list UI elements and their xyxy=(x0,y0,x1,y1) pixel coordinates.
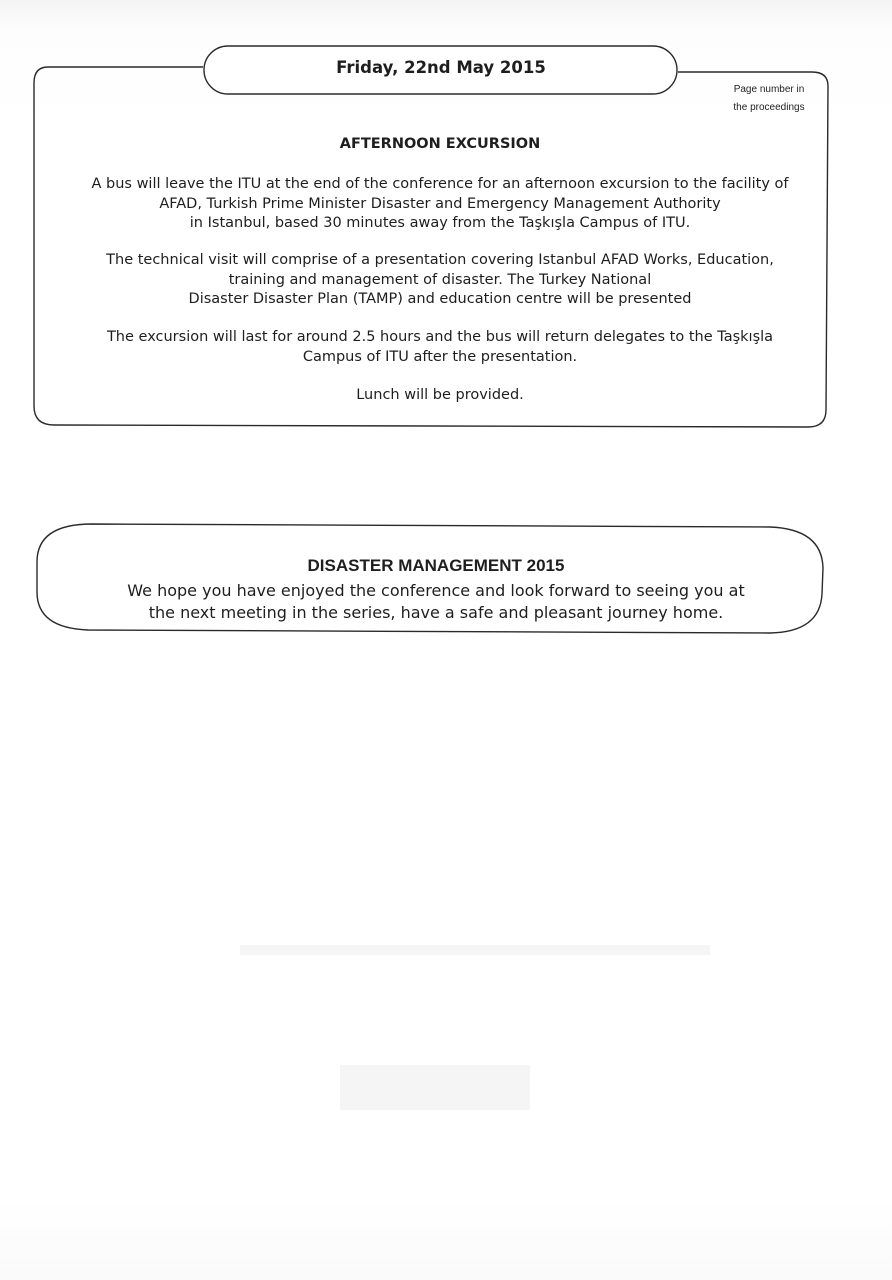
excursion-paragraph-bus xyxy=(40,175,840,234)
excursion-paragraph-visit xyxy=(40,251,840,310)
page-note-line: Page number in xyxy=(733,84,805,95)
text-line: The excursion will last for around 2.5 hours and the bus will return delegates to the Taşkışla xyxy=(106,329,774,345)
text-line: AFAD, Turkish Prime Minister Disaster and Emergency Management Authority xyxy=(159,195,721,212)
excursion-box-border xyxy=(34,67,828,427)
excursion-paragraph-duration xyxy=(40,328,840,367)
excursion-paragraph-lunch: Lunch will be provided. xyxy=(356,387,524,403)
page-note-line: the proceedings xyxy=(733,102,805,113)
text-line: Campus of ITU after the presentation. xyxy=(302,348,578,365)
date-header: Friday, 22nd May 2015 xyxy=(336,58,546,77)
text-line: We hope you have enjoyed the conference and look forward to seeing you at xyxy=(127,581,745,600)
closing-message xyxy=(36,580,836,623)
excursion-title: AFTERNOON EXCURSION xyxy=(339,136,541,152)
text-line: training and management of disaster. The Turkey National xyxy=(228,271,652,288)
text-line: The technical visit will comprise of a presentation covering Istanbul AFAD Works, Education, xyxy=(106,252,774,268)
page-number-note xyxy=(718,81,820,117)
text-line: Disaster Disaster Plan (TAMP) and education centre will be presented xyxy=(188,291,692,307)
text-line: the next meeting in the series, have a safe and pleasant journey home. xyxy=(148,602,724,622)
closing-title: DISASTER MANAGEMENT 2015 xyxy=(307,556,565,575)
text-line: A bus will leave the ITU at the end of the conference for an afternoon excursion to the facility of xyxy=(91,176,789,192)
text-line: in Istanbul, based 30 minutes away from the Taşkışla Campus of ITU. xyxy=(189,215,691,231)
